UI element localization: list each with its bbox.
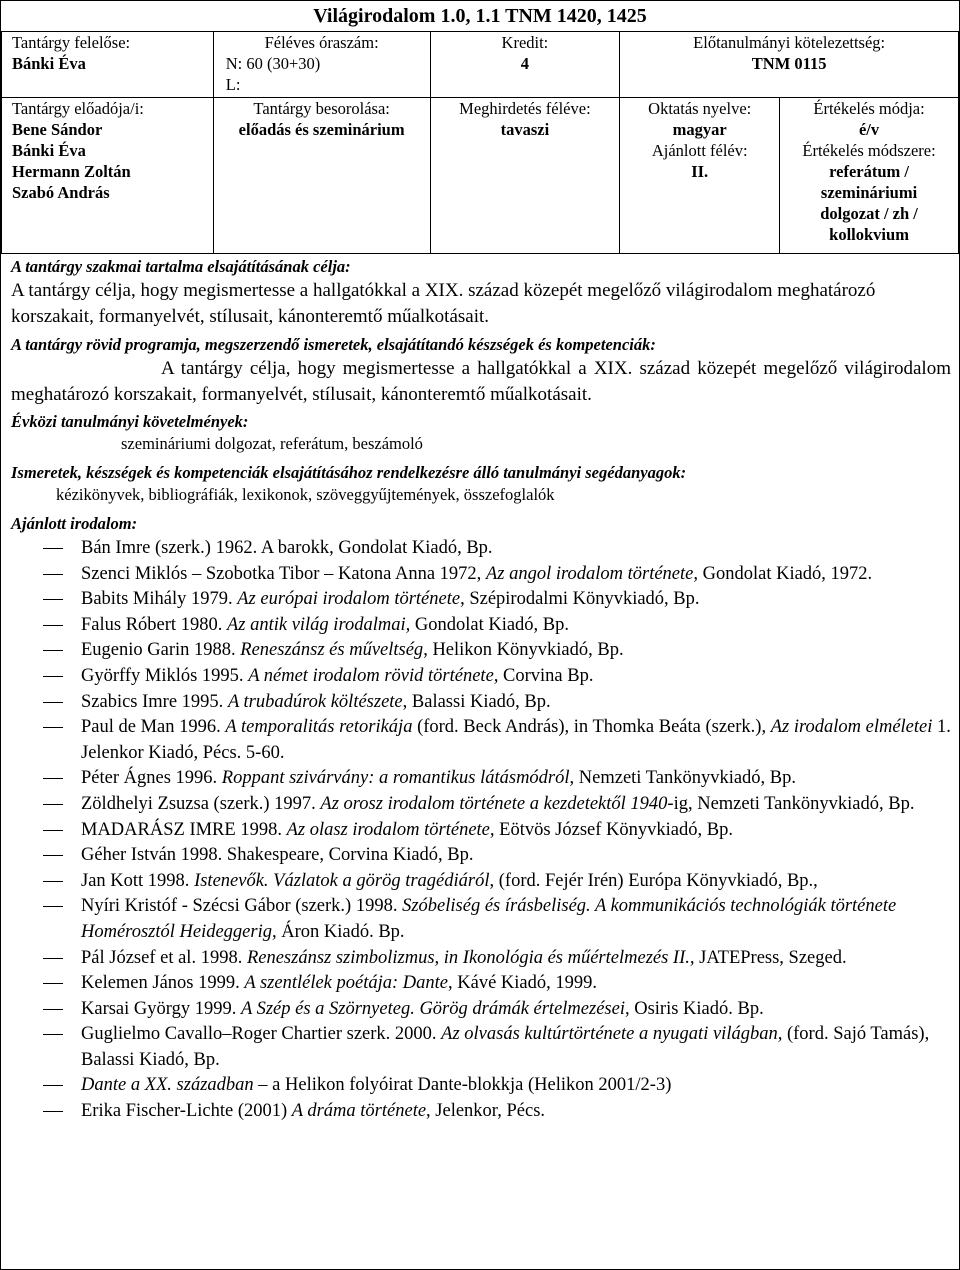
ertekeles-modszer-3: kollokvium <box>829 225 909 244</box>
reference-title: A szentlélek poétája: Dante <box>244 973 449 994</box>
evkozi-section <box>11 411 951 455</box>
reference-title: Az olvasás kultúrtörténete a nyugati világban, <box>441 1024 783 1045</box>
dash-bullet-icon <box>43 1009 63 1010</box>
segedanyag-heading: Ismeretek, készségek és kompetenciák elsajátításához rendelkezésre álló tanulmányi segédanyagok: <box>11 463 687 482</box>
reference-post: , (ford. Fejér Irén) Európa Könyvkiadó, Bp., <box>489 870 818 891</box>
cell-besorolas <box>213 98 430 254</box>
cell-elotan <box>620 32 959 98</box>
reference-pre: Eugenio Garin 1988. <box>81 640 241 661</box>
meghirdetes-value: tavaszi <box>500 120 550 139</box>
dash-bullet-icon <box>43 804 63 805</box>
kredit-label: Kredit: <box>501 33 549 52</box>
reference-title: Az európai irodalom története <box>237 589 461 610</box>
reference-post: (ford. Sajó Tamás), Balassi Kiadó, Bp. <box>81 1024 930 1070</box>
reference-item <box>41 843 951 869</box>
reference-post: JATEPress, Szeged. <box>694 947 847 968</box>
dash-bullet-icon <box>43 599 63 600</box>
reference-pre: Guglielmo Cavallo–Roger Chartier szerk. 2000. <box>81 1024 442 1045</box>
program-section <box>11 334 951 408</box>
ertekeles-modszer-0: referátum / <box>829 162 909 181</box>
eloado-0: Bene Sándor <box>12 120 103 139</box>
program-heading: A tantárgy rövid programja, megszerzendő ismeretek, elsajátítandó készségek és kompetenciák: <box>11 335 656 354</box>
cell-kredit <box>430 32 620 98</box>
reference-pre: Paul de Man 1996. <box>81 717 226 738</box>
felev-value: II. <box>691 162 709 181</box>
dash-bullet-icon <box>43 574 63 575</box>
cel-text: A tantárgy célja, hogy megismertesse a hallgatókkal a XIX. század közepét megelőző világirodalom meghatározó korszakait, formanyelvét, stílusait, kánonteremtő műalkotásait. <box>11 280 876 327</box>
dash-bullet-icon <box>43 548 63 549</box>
kredit-value: 4 <box>520 54 530 73</box>
reference-item <box>41 766 951 792</box>
reference-list <box>41 536 951 1125</box>
reference-title: Reneszánsz és műveltség <box>240 640 424 661</box>
program-text: A tantárgy célja, hogy megismertesse a hallgatókkal a XIX. század közepét megelőző világirodalom meghatározó korszakait, formanyelvét, stílusait, kánonteremtő műalkotásait. <box>11 358 951 405</box>
reference-pre: Jan Kott 1998. <box>81 870 195 891</box>
reference-pre: Pál József et al. 1998. <box>81 947 247 968</box>
besorolas-value: előadás és szeminárium <box>238 120 405 139</box>
reference-title: Dante a XX. században <box>81 1075 254 1096</box>
reference-item <box>41 971 951 997</box>
reference-pre: Erika Fischer-Lichte (2001) <box>81 1101 292 1122</box>
eloado-1: Bánki Éva <box>12 141 86 160</box>
reference-post: , Nemzeti Tankönyvkiadó, Bp. <box>569 768 797 789</box>
reference-post: Eötvös József Könyvkiadó, Bp. <box>494 819 733 840</box>
reference-pre: Zöldhelyi Zsuzsa (szerk.) 1997. <box>81 793 321 814</box>
elotan-value: TNM 0115 <box>751 54 827 73</box>
ertekeles-modszer-label: Értékelés módszere: <box>802 141 936 160</box>
reference-post: , Kávé Kiadó, 1999. <box>448 973 598 994</box>
dash-bullet-icon <box>43 1111 63 1112</box>
oraszam-label: Féléves óraszám: <box>264 33 379 52</box>
reference-title: A Szép és a Szörnyeteg. Görög drámák értelmezései <box>240 998 625 1019</box>
reference-item <box>41 664 951 690</box>
felelos-value: Bánki Éva <box>12 54 86 73</box>
irodalom-heading: Ajánlott irodalom: <box>11 514 138 533</box>
reference-item <box>41 562 951 588</box>
oraszam-n: N: 60 (30+30) <box>225 54 321 73</box>
segedanyag-text: kézikönyvek, bibliográfiák, lexikonok, szöveggyűjtemények, összefoglalók <box>56 485 555 504</box>
segedanyag-section <box>11 462 951 506</box>
reference-title: A dráma története <box>291 1101 427 1122</box>
reference-title: Az angol irodalom története, <box>485 563 698 584</box>
reference-pre: Szenci Miklós – Szobotka Tibor – Katona Anna 1972, <box>81 563 486 584</box>
reference-post: , Osiris Kiadó. Bp. <box>624 998 764 1019</box>
evkozi-heading: Évközi tanulmányi követelmények: <box>11 412 249 431</box>
dash-bullet-icon <box>43 727 63 728</box>
ertekeles-mod-value: é/v <box>858 120 880 139</box>
reference-title2: Az irodalom elméletei <box>770 717 933 738</box>
reference-item <box>41 792 951 818</box>
reference-pre: Györffy Miklós 1995. <box>81 665 249 686</box>
reference-post: (ford. Beck András), in Thomka Beáta (szerk.), <box>412 717 771 738</box>
reference-item <box>41 715 951 766</box>
course-info-table <box>1 31 959 254</box>
reference-pre: Péter Ágnes 1996. <box>81 768 222 789</box>
reference-pre: Kelemen János 1999. <box>81 973 245 994</box>
reference-post2: 1. Jelenkor Kiadó, Pécs. 5-60. <box>81 717 951 763</box>
reference-item <box>41 1099 951 1125</box>
cell-felelos <box>2 32 214 98</box>
reference-pre: Szabics Imre 1995. <box>81 691 228 712</box>
reference-pre: Falus Róbert 1980. <box>81 614 227 635</box>
dash-bullet-icon <box>43 830 63 831</box>
cel-heading: A tantárgy szakmai tartalma elsajátításának célja: <box>11 257 351 276</box>
reference-item <box>41 690 951 716</box>
reference-item <box>41 894 951 945</box>
felelos-label: Tantárgy felelőse: <box>12 33 131 52</box>
dash-bullet-icon <box>43 855 63 856</box>
page-title: Világirodalom 1.0, 1.1 TNM 1420, 1425 <box>313 5 647 27</box>
reference-post: Gondolat Kiadó, Bp. <box>410 614 570 635</box>
reference-item <box>41 1073 951 1099</box>
irodalom-section <box>11 513 951 535</box>
dash-bullet-icon <box>43 983 63 984</box>
reference-post: A barokk, Gondolat Kiadó, Bp. <box>260 538 493 558</box>
reference-title: Roppant szivárvány: a romantikus látásmódról <box>221 768 570 789</box>
reference-title: Az olasz irodalom története, <box>286 819 495 840</box>
reference-title: Reneszánsz szimbolizmus, in Ikonológia és műértelmezés II., <box>246 947 695 968</box>
reference-post: Áron Kiadó. Bp. <box>276 921 405 942</box>
elotan-label: Előtanulmányi kötelezettség: <box>693 33 886 52</box>
ertekeles-mod-label: Értékelés módja: <box>813 99 925 118</box>
reference-post: -ig, Nemzeti Tankönyvkiadó, Bp. <box>667 793 915 814</box>
reference-item <box>41 869 951 895</box>
reference-item <box>41 818 951 844</box>
dash-bullet-icon <box>43 1034 63 1035</box>
reference-item <box>41 1022 951 1073</box>
dash-bullet-icon <box>43 1085 63 1086</box>
cell-nyelv-felev <box>620 98 780 254</box>
dash-bullet-icon <box>43 650 63 651</box>
dash-bullet-icon <box>43 702 63 703</box>
felev-label: Ajánlott félév: <box>651 141 748 160</box>
reference-post: , Helikon Könyvkiadó, Bp. <box>423 640 624 661</box>
reference-item <box>41 587 951 613</box>
nyelv-label: Oktatás nyelve: <box>648 99 752 118</box>
dash-bullet-icon <box>43 625 63 626</box>
evkozi-text: szemináriumi dolgozat, referátum, beszámoló <box>121 434 423 453</box>
reference-pre: Bán Imre (szerk.) 1962. <box>81 538 261 558</box>
reference-post: , Balassi Kiadó, Bp. <box>402 691 551 712</box>
reference-pre: MADARÁSZ IMRE 1998. <box>81 819 287 840</box>
reference-title: Szóbeliség és írásbeliség. A kommunikációs technológiák története Homérosztól Heideggerig, <box>81 896 897 942</box>
cel-section <box>11 256 951 330</box>
ertekeles-modszer-2: dolgozat / zh / <box>820 204 918 223</box>
besorolas-label: Tantárgy besorolása: <box>253 99 390 118</box>
eloado-label: Tantárgy előadója/i: <box>12 99 144 118</box>
reference-post: – a Helikon folyóirat Dante-blokkja (Helikon 2001/2-3) <box>253 1075 672 1096</box>
cell-meghirdetes <box>430 98 620 254</box>
reference-title: A temporalitás retorikája <box>225 717 413 738</box>
reference-title: Istenevők. Vázlatok a görög tragédiáról <box>194 870 490 891</box>
reference-title: A trubadúrok költészete <box>227 691 403 712</box>
reference-title: Az orosz irodalom története a kezdetektől 1940 <box>320 793 668 814</box>
reference-pre: Nyíri Kristóf - Szécsi Gábor (szerk.) 1998. <box>81 896 403 917</box>
reference-pre: Géher István 1998. <box>81 845 227 866</box>
dash-bullet-icon <box>43 881 63 882</box>
reference-pre: Karsai György 1999. <box>81 998 241 1019</box>
reference-post: , Jelenkor, Pécs. <box>426 1101 546 1122</box>
meghirdetes-label: Meghirdetés féléve: <box>459 99 591 118</box>
cell-oraszam <box>213 32 430 98</box>
reference-post: Gondolat Kiadó, 1972. <box>697 563 873 584</box>
nyelv-value: magyar <box>672 120 727 139</box>
reference-item <box>41 946 951 972</box>
reference-item <box>41 997 951 1023</box>
reference-item <box>41 613 951 639</box>
dash-bullet-icon <box>43 906 63 907</box>
reference-item <box>41 638 951 664</box>
reference-item <box>41 536 951 562</box>
reference-pre: Babits Mihály 1979. <box>81 589 238 610</box>
eloado-3: Szabó András <box>12 183 110 202</box>
cell-eloado <box>2 98 214 254</box>
ertekeles-modszer-1: szemináriumi <box>820 183 918 202</box>
reference-post: , Szépirodalmi Könyvkiadó, Bp. <box>460 589 700 610</box>
dash-bullet-icon <box>43 676 63 677</box>
reference-post: Shakespeare, Corvina Kiadó, Bp. <box>226 845 474 866</box>
reference-title: A német irodalom rövid története, <box>248 665 499 686</box>
reference-post: Corvina Bp. <box>498 665 594 686</box>
reference-title: Az antik világ irodalmai, <box>226 614 411 635</box>
dash-bullet-icon <box>43 958 63 959</box>
eloado-2: Hermann Zoltán <box>12 162 131 181</box>
cell-ertekeles <box>780 98 959 254</box>
dash-bullet-icon <box>43 778 63 779</box>
oraszam-l: L: <box>225 75 241 94</box>
